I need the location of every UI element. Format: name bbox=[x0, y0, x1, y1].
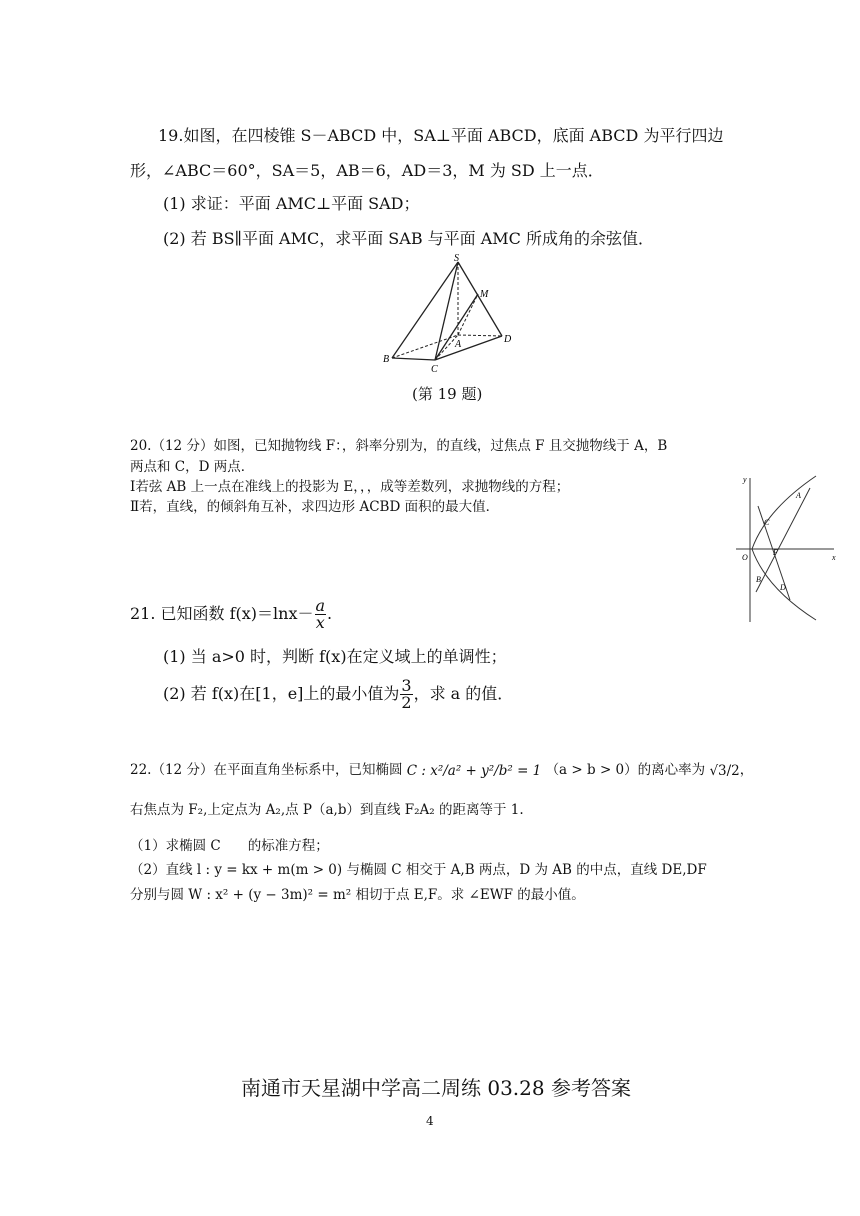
label-F: F bbox=[773, 548, 778, 557]
page-number: 4 bbox=[426, 1114, 434, 1128]
label-C: C bbox=[431, 364, 438, 375]
q22-line2: 右焦点为 F₂,上定点为 A₂,点 P（a,b）到直线 F₂A₂ 的距离等于 1. bbox=[130, 802, 524, 818]
q21-part2-den: 2 bbox=[401, 693, 412, 712]
label-A: A bbox=[455, 339, 462, 350]
q21-part2-tail: ，求 a 的值． bbox=[413, 684, 514, 703]
q22-line1-mid: （a > b > 0）的离心率为 bbox=[545, 762, 706, 778]
q19-line1: 19.如图，在四棱锥 S－ABCD 中，SA⊥平面 ABCD，底面 ABCD 为平行四边 bbox=[158, 126, 724, 145]
q21-part1: (1) 当 a>0 时，判断 f(x)在定义域上的单调性； bbox=[163, 647, 507, 666]
q21-tail: . bbox=[327, 604, 333, 623]
q21-part2-fraction bbox=[400, 678, 412, 711]
q20-line4: Ⅱ若，直线，的倾斜角互补，求四边形 ACBD 面积的最大值． bbox=[130, 499, 500, 515]
q22-line1 bbox=[130, 758, 753, 779]
footer-title: 南通市天星湖中学高二周练 03.28 参考答案 bbox=[241, 1076, 631, 1100]
q21-fraction bbox=[315, 598, 327, 631]
label-A: A bbox=[796, 491, 801, 500]
label-x: x bbox=[832, 553, 836, 562]
q21-frac-num: a bbox=[315, 596, 326, 615]
q19-line2: 形，∠ABC＝60°，SA＝5，AB＝6，AD＝3，M 为 SD 上一点． bbox=[130, 161, 604, 180]
label-D: D bbox=[780, 583, 786, 592]
label-B: B bbox=[756, 575, 761, 584]
label-S: S bbox=[454, 253, 459, 264]
q22-ellipse-eq: C : x²/a² + y²/b² = 1 bbox=[406, 762, 542, 779]
q22-line1-end: ， bbox=[739, 762, 754, 778]
label-y: y bbox=[743, 475, 747, 484]
q21-part2-num: 3 bbox=[401, 676, 412, 695]
q19-caption: (第 19 题) bbox=[412, 385, 483, 403]
label-C: C bbox=[764, 518, 770, 527]
label-B: B bbox=[383, 354, 390, 365]
pyramid-figure bbox=[375, 250, 525, 375]
q22-sub2-line2: 分别与圆 W : x² + (y − 3m)² = m² 相切于点 E,F。求 ∠EWF 的最小值。 bbox=[130, 887, 585, 903]
q21-head bbox=[130, 598, 332, 631]
q22-line1-text: 22.（12 分）在平面直角坐标系中，已知椭圆 bbox=[130, 762, 403, 778]
q19-part1: (1) 求证：平面 AMC⊥平面 SAD； bbox=[163, 194, 420, 213]
q20-line3: Ⅰ若弦 AB 上一点在准线上的投影为 E，，，成等差数列，求抛物线的方程； bbox=[130, 479, 570, 495]
label-O: O bbox=[742, 553, 748, 562]
q21-head-text: 21. 已知函数 f(x)＝lnx－ bbox=[130, 604, 314, 623]
label-M: M bbox=[480, 289, 489, 300]
q19-part2: (2) 若 BS∥平面 AMC，求平面 SAB 与平面 AMC 所成角的余弦值． bbox=[163, 229, 655, 248]
q22-sub1: （1）求椭圆 C 的标准方程； bbox=[130, 838, 329, 854]
label-D: D bbox=[504, 334, 512, 345]
q20-line2: 两点和 C，D 两点． bbox=[130, 459, 255, 475]
q21-frac-den: x bbox=[315, 613, 325, 632]
q21-part2 bbox=[163, 678, 513, 711]
q22-sub2-line1: （2）直线 l : y = kx + m(m > 0) 与椭圆 C 相交于 A,B 两点，D 为 AB 的中点，直线 DE,DF bbox=[130, 862, 707, 878]
q22-eccentricity: √3/2 bbox=[709, 762, 740, 779]
q20-line1: 20.（12 分）如图，已知抛物线 F：，斜率分别为，的直线，过焦点 F 且交抛物线于 A，B bbox=[130, 438, 668, 454]
q21-part2-text: (2) 若 f(x)在[1，e]上的最小值为 bbox=[163, 684, 400, 703]
parabola-figure bbox=[728, 470, 840, 625]
